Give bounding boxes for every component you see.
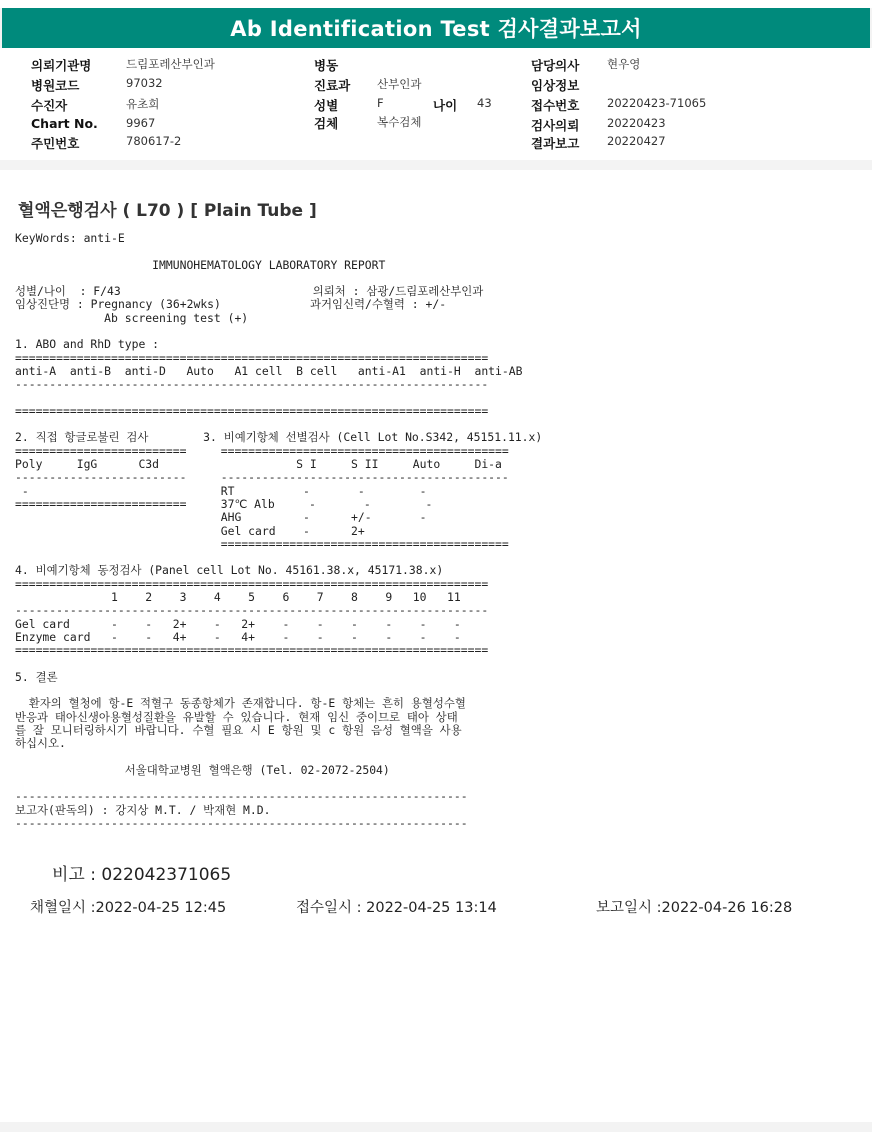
- hospital-value: 드림포레산부인과: [126, 57, 215, 71]
- receipt-value: 20220423-71065: [607, 96, 707, 110]
- received-datetime: 접수일시 : 2022-04-25 13:14: [296, 900, 497, 916]
- report-value: 20220427: [607, 134, 666, 148]
- dept-label: 진료과: [314, 78, 351, 93]
- hospital-code-label: 병원코드: [31, 78, 80, 93]
- age-value: 43: [477, 96, 492, 110]
- recipient-label: 수진자: [31, 98, 68, 113]
- top-strip: [0, 0, 872, 8]
- dept-value: 산부인과: [377, 77, 422, 91]
- sex-value: F: [377, 96, 384, 110]
- remark: 비고 : 022042371065: [52, 865, 232, 885]
- ward-label: 병동: [314, 58, 339, 73]
- receipt-label: 접수번호: [531, 98, 580, 113]
- sex-label: 성별: [314, 98, 339, 113]
- clinical-label: 임상정보: [531, 78, 580, 93]
- report-title: 혈액은행검사 ( L70 ) [ Plain Tube ]: [18, 201, 317, 221]
- doctor-label: 담당의사: [531, 58, 580, 73]
- recipient-value: 유초희: [126, 97, 160, 111]
- request-label: 검사의뢰: [531, 118, 580, 133]
- patient-info-header: [0, 48, 872, 160]
- specimen-label: 검체: [314, 116, 339, 131]
- collection-datetime: 채혈일시 :2022-04-25 12:45: [30, 900, 227, 916]
- hospital-code-value: 97032: [126, 76, 163, 90]
- age-label: 나이: [433, 98, 458, 113]
- page-title: Ab Identification Test 검사결과보고서: [2, 8, 870, 48]
- hospital-label: 의뢰기관명: [31, 58, 92, 73]
- specimen-value: 복수검체: [377, 115, 422, 129]
- reported-datetime: 보고일시 :2022-04-26 16:28: [596, 900, 793, 916]
- chart-label: Chart No.: [31, 116, 98, 131]
- doctor-value: 현우영: [607, 57, 641, 71]
- report-body: [0, 170, 872, 1122]
- chart-value: 9967: [126, 116, 156, 130]
- resident-value: 780617-2: [126, 134, 182, 148]
- request-value: 20220423: [607, 116, 666, 130]
- report-label: 결과보고: [531, 136, 580, 151]
- resident-label: 주민번호: [31, 136, 80, 151]
- lab-report-text: KeyWords: anti-E IMMUNOHEMATOLOGY LABORATORY REPORT 성별/나이 : F/43 의뢰처 : 삼광/드림포레산부인과 임상진단명 : Pregnancy (36+2wks) 과거임신력/수혈력 : +/- Ab screening test (+) 1. ABO and RhD type : ===================================================================== anti-A anti-B anti-D Auto A1 cell B cell anti-A1 anti-H anti-AB --------------------------------------------------------------------- ===================================================================== 2. 직접 항글로불린 검사 3. 비예기항체 선별검사 (Cell Lot No.S342, 45151.11.x) ========================= ========================================== Poly IgG C3d S I S II Auto Di-a ------------------------- ------------------------------------------ - RT - - - ========================= 37℃ Alb - - - AHG - +/- - Gel card - 2+ ========================================== 4. 비예기항체 동정검사 (Panel cell Lot No. 45161.38.x, 45171.38.x) ===================================================================== 1 2 3 4 5 6 7 8 9 10 11 --------------------------------------------------------------------- Gel card - - 2+ - 2+ - - - - - - Enzyme card - - 4+ - 4+ - - - - - - ===================================================================== 5. 결론 환자의 혈청에 항-E 적혈구 동종항체가 존재합니다. 항-E 항체는 흔히 용혈성수혈 반응과 태아신생아용혈성질환을 유발할 수 있습니다. 현재 임신 중이므로 태아 상태 를 잘 모니터링하시기 바랍니다. 수혈 필요 시 E 항원 및 c 항원 음성 혈액을 사용 하십시오. 서울대학교병원 혈액은행 (Tel. 02-2072-2504) ------------------------------------------------------------------ 보고자(판독의) : 강지상 M.T. / 박재현 M.D. ------------------------------------------------------------------: [15, 231, 543, 831]
